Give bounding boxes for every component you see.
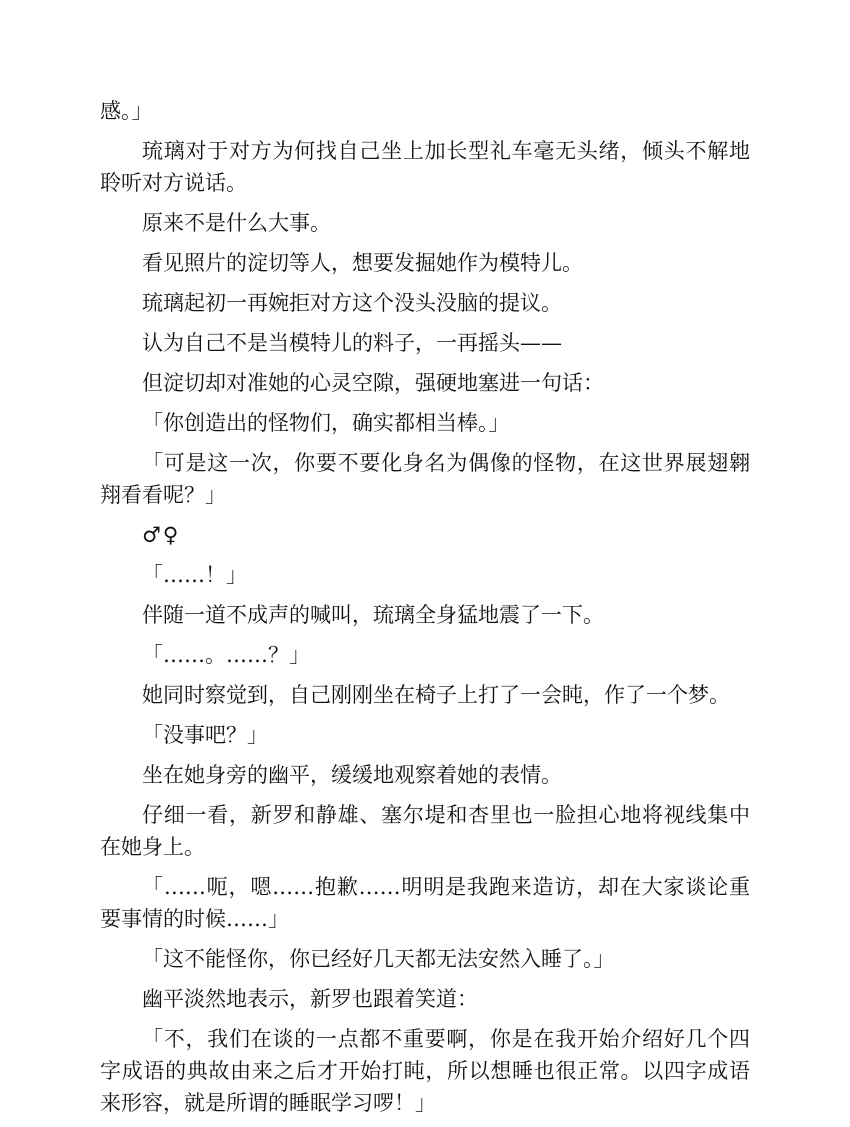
dialogue-line: 「可是这一次，你要不要化身名为偶像的怪物，在这世界展翅翱翔看看呢？」 [100, 451, 750, 507]
paragraph: 幽平淡然地表示，新罗也跟着笑道： [142, 987, 478, 1011]
document-page [100, 95, 750, 1127]
dialogue-line: 「……呃，嗯……抱歉……明明是我跑来造访，却在大家谈论重要事情的时候……」 [100, 875, 750, 931]
paragraph: 原来不是什么大事。 [142, 211, 331, 235]
paragraph-continuation: 感。」 [100, 99, 153, 123]
paragraph: 但淀切却对准她的心灵空隙，强硬地塞进一句话： [142, 371, 604, 395]
dialogue-line: 「这不能怪你，你已经好几天都无法安然入睡了。」 [142, 947, 615, 971]
scene-break-symbol: ♂♀ [142, 523, 181, 547]
paragraph: 看见照片的淀切等人，想要发掘她作为模特儿。 [142, 251, 583, 275]
paragraph: 琉璃对于对方为何找自己坐上加长型礼车毫无头绪，倾头不解地聆听对方说话。 [100, 139, 750, 195]
dialogue-line: 「不，我们在谈的一点都不重要啊，你是在我开始介绍好几个四字成语的典故由来之后才开始打盹，所以想睡也很正常。以四字成语来形容，就是所谓的睡眠学习啰！」 [100, 1027, 750, 1115]
dialogue-line: 「……！」 [142, 563, 247, 587]
paragraph: 琉璃起初一再婉拒对方这个没头没脑的提议。 [142, 291, 562, 315]
paragraph: 坐在她身旁的幽平，缓缓地观察着她的表情。 [142, 763, 562, 787]
dialogue-line: 「没事吧？」 [142, 723, 268, 747]
dialogue-line: 「你创造出的怪物们，确实都相当棒。」 [142, 411, 510, 435]
paragraph: 伴随一道不成声的喊叫，琉璃全身猛地震了一下。 [142, 603, 604, 627]
paragraph: 认为自己不是当模特儿的料子，一再摇头—— [142, 331, 562, 355]
dialogue-line: 「……。……？」 [142, 643, 310, 667]
paragraph: 她同时察觉到，自己刚刚坐在椅子上打了一会盹，作了一个梦。 [142, 683, 730, 707]
paragraph: 仔细一看，新罗和静雄、塞尔堤和杏里也一脸担心地将视线集中在她身上。 [100, 803, 750, 859]
